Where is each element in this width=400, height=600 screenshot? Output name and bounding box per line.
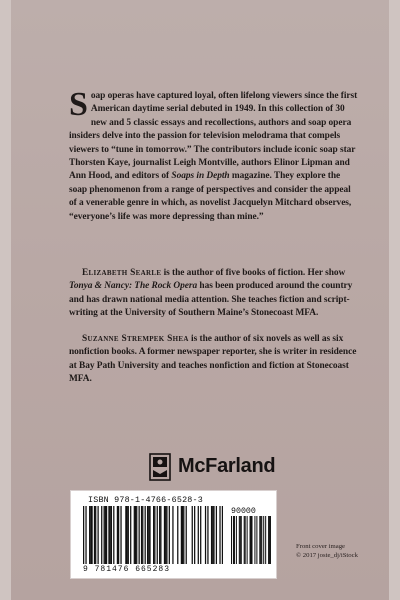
barcode-bar	[172, 506, 173, 564]
barcode-bar	[148, 506, 149, 564]
barcode-bar	[145, 506, 146, 564]
barcode-bar	[251, 516, 252, 564]
barcode-bar	[166, 506, 167, 564]
barcode-bar	[134, 506, 135, 564]
barcode-bar	[259, 516, 260, 564]
publisher-logo	[148, 451, 275, 481]
barcode-bar	[247, 516, 248, 564]
mcfarland-logo-icon	[148, 451, 172, 481]
barcode-bar	[219, 506, 220, 564]
barcode-main-bars	[83, 506, 223, 566]
barcode-bar	[149, 506, 150, 564]
barcode-bar	[200, 506, 201, 564]
barcode-bar	[169, 506, 170, 564]
barcode-bar	[117, 506, 118, 564]
barcode-bar	[120, 506, 121, 564]
barcode-bar	[130, 506, 131, 564]
author-name-searle: Elizabeth Searle	[82, 268, 162, 278]
barcode-bar	[244, 516, 245, 564]
barcode-bar	[113, 506, 114, 564]
barcode-bar	[110, 506, 111, 564]
barcode-bar	[154, 506, 155, 564]
barcode-bar	[177, 506, 178, 564]
barcode-bar	[153, 506, 154, 564]
barcode-bar	[128, 506, 129, 564]
magazine-title: Soaps in Depth	[171, 171, 230, 182]
barcode-bar	[222, 506, 223, 564]
barcode-bar	[159, 506, 160, 564]
barcode-bar	[142, 506, 143, 564]
barcode-bar	[111, 506, 112, 564]
barcode-bar	[198, 506, 199, 564]
description-text-end: magazine. They explore the soap phenomenon from a range of perspectives and consider the appeal of a venerable genre in which, as novelist Jacquelyn Mitchard observes, “everyone’s life was more depressing than mine.”	[69, 171, 352, 222]
barcode-bar	[125, 506, 126, 564]
barcode-bar	[135, 506, 136, 564]
barcode-bar	[157, 506, 158, 564]
barcode-bar	[270, 516, 271, 564]
barcode-bar	[101, 506, 102, 564]
author-bio-shea	[69, 333, 359, 387]
barcode-addon-bars	[231, 516, 271, 566]
barcode-bar	[234, 516, 235, 564]
publisher-name: McFarland	[178, 454, 276, 477]
barcode-bar	[231, 516, 232, 564]
barcode-bar	[147, 506, 148, 564]
barcode-bar	[126, 506, 127, 564]
barcode-bar	[183, 506, 184, 564]
barcode-bar	[216, 506, 217, 564]
isbn-barcode	[70, 490, 277, 579]
barcode-bar	[181, 506, 182, 564]
barcode-bar	[104, 506, 105, 564]
author-bio-searle	[69, 267, 359, 321]
barcode-bar	[205, 506, 206, 564]
barcode-bar	[269, 516, 270, 564]
description-text: oap operas have captured loyal, often lifelong viewers since the first American daytime serial debuted in 1949. In this collection of 30 new and 5 classic essays and recollections, authors and soap opera insiders delve into the passion for television melodrama that compels viewers to “tune in tomorrow.” The contributors include iconic soap star Thorsten Kaye, journalist Leigh Montville, authors Elinor Lipman and Ann Hood, and editors of	[69, 91, 358, 182]
barcode-bar	[136, 506, 137, 564]
cover-image-credit	[296, 542, 396, 560]
barcode-bar	[118, 506, 119, 564]
barcode-bar	[260, 516, 261, 564]
barcode-bar	[250, 516, 251, 564]
barcode-bar	[212, 506, 213, 564]
barcode-digits: 9 781476 665283	[83, 565, 171, 574]
barcode-bar	[265, 516, 266, 564]
barcode-bar	[239, 516, 240, 564]
barcode-bar	[105, 506, 106, 564]
barcode-bar	[90, 506, 91, 564]
barcode-bar	[213, 506, 214, 564]
barcode-bar	[186, 506, 187, 564]
credit-line-1: Front cover image	[296, 543, 346, 550]
barcode-bar	[106, 506, 107, 564]
barcode-bar	[192, 506, 193, 564]
barcode-bar	[160, 506, 161, 564]
barcode-bar	[85, 506, 86, 564]
barcode-bar	[268, 516, 269, 564]
barcode-bar	[91, 506, 92, 564]
barcode-bar	[194, 506, 195, 564]
barcode-bar	[263, 516, 264, 564]
barcode-bar	[139, 506, 140, 564]
show-title: Tonya & Nancy: The Rock Opera	[69, 281, 198, 292]
barcode-bar	[141, 506, 142, 564]
isbn-label: ISBN 978-1-4766-6528-3	[88, 495, 203, 505]
credit-line-2: © 2017 joste_dj/iStock	[296, 552, 358, 559]
barcode-bar	[240, 516, 241, 564]
barcode-bar	[233, 516, 234, 564]
barcode-bar	[241, 516, 242, 564]
barcode-bar	[89, 506, 90, 564]
bio-shea-text: is the author of six novels as well as six nonfiction books. A former newspaper reporter, she is writer in residence at Bay Path University and teaches nonfiction and fiction at Stonecoast MFA.	[69, 334, 357, 385]
barcode-bar	[165, 506, 166, 564]
barcode-bar	[164, 506, 165, 564]
barcode-bar	[108, 506, 109, 564]
author-name-shea: Suzanne Strempek Shea	[82, 334, 189, 344]
book-description	[69, 86, 359, 224]
barcode-bar	[182, 506, 183, 564]
barcode-bar	[256, 516, 257, 564]
barcode-bar	[207, 506, 208, 564]
barcode-bar	[83, 506, 84, 564]
barcode-bar	[211, 506, 212, 564]
bio-searle-text: is the author of five books of fiction. Her show	[161, 268, 346, 278]
barcode-bar	[97, 506, 98, 564]
barcode-bar	[95, 506, 96, 564]
price-code: 90000	[231, 507, 256, 516]
drop-cap: S	[69, 86, 88, 123]
barcode-bar	[245, 516, 246, 564]
bio-searle-text-end: has been produced around the country and has drawn national media attention. She teaches fiction and script-writing at the University of Southern Maine’s Stonecoast MFA.	[69, 281, 353, 319]
barcode-bar	[261, 516, 262, 564]
barcode-bar	[254, 516, 255, 564]
barcode-bar	[251, 516, 252, 564]
barcode-bar	[94, 506, 95, 564]
barcode-bar	[236, 516, 237, 564]
